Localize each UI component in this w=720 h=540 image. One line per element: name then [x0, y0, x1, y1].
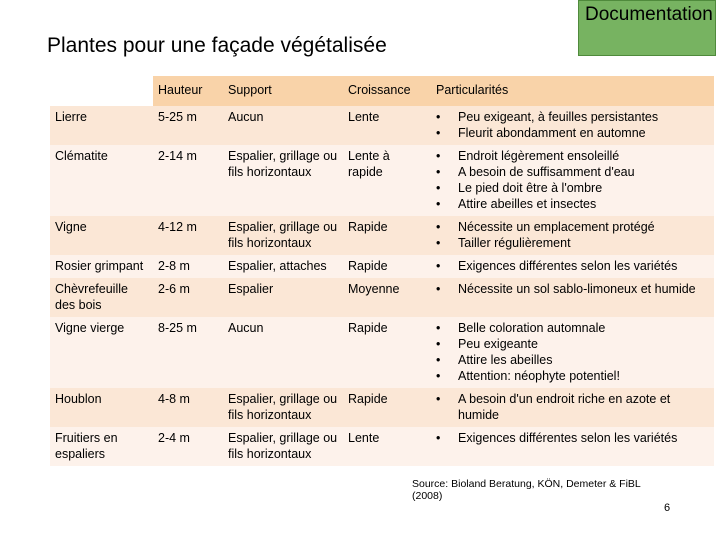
notes-list	[436, 281, 709, 297]
header-height: Hauteur	[153, 76, 223, 106]
source-note: Source: Bioland Beratung, KÖN, Demeter & FiBL (2008)	[412, 478, 641, 502]
list-item: • Attire abeilles et insectes	[436, 196, 709, 212]
documentation-badge: Documentation	[578, 0, 716, 56]
list-item: • Peu exigeante	[436, 336, 709, 352]
list-item: • Exigences différentes selon les variétés	[436, 430, 709, 446]
list-item: • Fleurit abondamment en automne	[436, 125, 709, 141]
list-item: • Attire les abeilles	[436, 352, 709, 368]
support-cell: Espalier	[223, 278, 343, 317]
notes-list	[436, 148, 709, 212]
table-row	[50, 145, 714, 216]
growth-cell: Rapide	[343, 255, 431, 278]
list-item: • Peu exigeant, à feuilles persistantes	[436, 109, 709, 125]
list-item: • Belle coloration automnale	[436, 320, 709, 336]
notes-list	[436, 219, 709, 251]
header-support: Support	[223, 76, 343, 106]
support-cell: Aucun	[223, 106, 343, 145]
plant-cell: Vigne	[50, 216, 153, 255]
list-item: • Nécessite un emplacement protégé	[436, 219, 709, 235]
table-row	[50, 106, 714, 145]
table-row	[50, 216, 714, 255]
plant-cell: Rosier grimpant	[50, 255, 153, 278]
plant-cell: Houblon	[50, 388, 153, 427]
table-row	[50, 255, 714, 278]
plant-cell: Fruitiers en espaliers	[50, 427, 153, 466]
list-item: • A besoin d'un endroit riche en azote et humide	[436, 391, 709, 423]
notes-cell	[431, 106, 714, 145]
table-row	[50, 427, 714, 466]
table-row	[50, 317, 714, 388]
notes-list	[436, 391, 709, 423]
support-cell: Espalier, grillage ou fils horizontaux	[223, 388, 343, 427]
notes-cell	[431, 388, 714, 427]
plant-cell: Vigne vierge	[50, 317, 153, 388]
list-item: • Endroit légèrement ensoleillé	[436, 148, 709, 164]
list-item: • Nécessite un sol sablo-limoneux et humide	[436, 281, 709, 297]
support-cell: Espalier, attaches	[223, 255, 343, 278]
notes-cell	[431, 255, 714, 278]
height-cell: 2-8 m	[153, 255, 223, 278]
growth-cell: Lente à rapide	[343, 145, 431, 216]
support-cell: Espalier, grillage ou fils horizontaux	[223, 145, 343, 216]
notes-cell	[431, 317, 714, 388]
notes-cell	[431, 278, 714, 317]
support-cell: Espalier, grillage ou fils horizontaux	[223, 216, 343, 255]
plants-table	[50, 76, 714, 466]
support-cell: Aucun	[223, 317, 343, 388]
height-cell: 2-4 m	[153, 427, 223, 466]
header-growth: Croissance	[343, 76, 431, 106]
height-cell: 5-25 m	[153, 106, 223, 145]
plant-cell: Lierre	[50, 106, 153, 145]
notes-cell	[431, 145, 714, 216]
growth-cell: Lente	[343, 106, 431, 145]
plant-cell: Chèvrefeuille des bois	[50, 278, 153, 317]
list-item: • A besoin de suffisamment d'eau	[436, 164, 709, 180]
page-number: 6	[664, 502, 671, 514]
notes-list	[436, 109, 709, 141]
notes-list	[436, 258, 709, 274]
list-item: • Attention: néophyte potentiel!	[436, 368, 709, 384]
plant-cell: Clématite	[50, 145, 153, 216]
notes-cell	[431, 427, 714, 466]
list-item: • Exigences différentes selon les variétés	[436, 258, 709, 274]
support-cell: Espalier, grillage ou fils horizontaux	[223, 427, 343, 466]
header-plant	[50, 76, 153, 106]
table-header-row	[50, 76, 714, 106]
height-cell: 8-25 m	[153, 317, 223, 388]
height-cell: 4-12 m	[153, 216, 223, 255]
notes-cell	[431, 216, 714, 255]
notes-list	[436, 320, 709, 384]
list-item: • Tailler régulièrement	[436, 235, 709, 251]
height-cell: 2-14 m	[153, 145, 223, 216]
list-item: • Le pied doit être à l'ombre	[436, 180, 709, 196]
height-cell: 4-8 m	[153, 388, 223, 427]
height-cell: 2-6 m	[153, 278, 223, 317]
notes-list	[436, 430, 709, 446]
growth-cell: Rapide	[343, 388, 431, 427]
page-title: Plantes pour une façade végétalisée	[47, 34, 387, 57]
growth-cell: Rapide	[343, 317, 431, 388]
table-row	[50, 278, 714, 317]
growth-cell: Rapide	[343, 216, 431, 255]
header-notes: Particularités	[431, 76, 714, 106]
table-row	[50, 388, 714, 427]
growth-cell: Moyenne	[343, 278, 431, 317]
growth-cell: Lente	[343, 427, 431, 466]
